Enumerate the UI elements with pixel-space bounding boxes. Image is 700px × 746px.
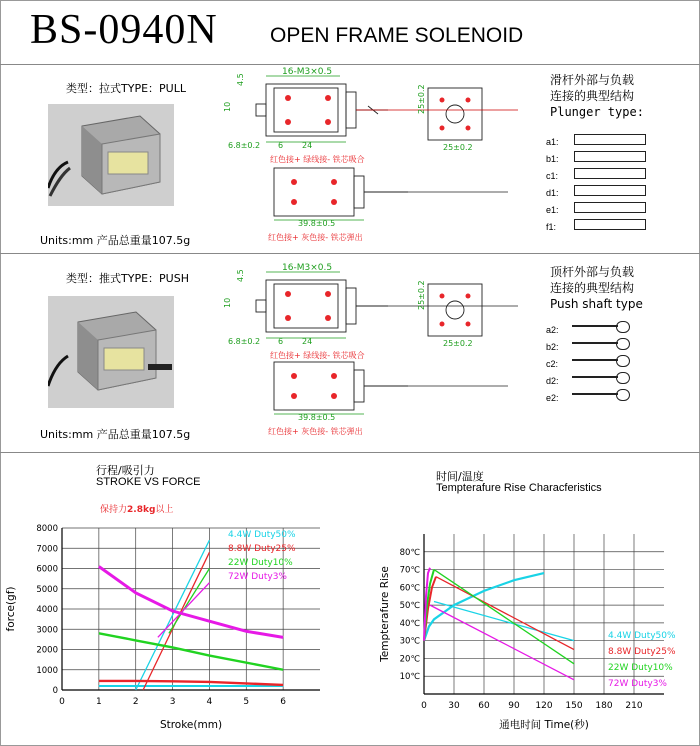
push-variant-d2: d2: (546, 371, 559, 388)
x-tick-label: 1 (95, 697, 102, 707)
legend-entry: 72W Duty3% (608, 679, 667, 689)
push-variant-c2: c2: (546, 354, 559, 371)
force-chart (0, 514, 350, 739)
pull-variant-b1: b1: (546, 149, 559, 166)
push-dim-d6: 25±0.2 (417, 280, 426, 310)
legend-entry: 8.8W Duty25% (608, 647, 676, 657)
legend-entry: 22W Duty10% (608, 663, 673, 673)
x-tick-label: 30 (448, 701, 460, 711)
legend-entry: 4.4W Duty50% (228, 530, 296, 540)
x-tick-label: 2 (132, 697, 139, 707)
y-tick-label: 30℃ (399, 636, 420, 647)
x-tick-label: 180 (595, 701, 613, 711)
push-units-label: Units:mm 产品总重量107.5g (40, 428, 191, 441)
y-tick-label: 0 (52, 686, 58, 696)
pull-dim-d2: 10 (223, 101, 232, 112)
push-dim-d7: 25±0.2 (443, 339, 473, 348)
x-tick-label: 90 (508, 701, 520, 711)
legend-entry: 8.8W Duty25% (228, 544, 296, 554)
y-tick-label: 1000 (36, 665, 58, 676)
push-dim-d4: 6 (278, 337, 284, 346)
temperature-chart (350, 500, 695, 740)
pull-variant-e1: e1: (546, 200, 559, 217)
push-dim-d5: 24 (302, 337, 313, 346)
push-photo-drawing (48, 296, 174, 408)
page-title: OPEN FRAME SOLENOID (270, 24, 524, 47)
pull-units-label: Units:mm 产品总重量107.5g (40, 234, 191, 247)
y-tick-label: 7000 (36, 544, 58, 555)
series-line-secondary (169, 569, 210, 634)
y-axis-label: force(gf) (5, 586, 17, 632)
pull-side-title-line2: 连接的典型结构 (550, 89, 635, 103)
pull-dim-d7: 25±0.2 (443, 143, 473, 152)
push-type-label: 类型：推式TYPE：PUSH (66, 272, 189, 285)
pull-product-photo (48, 104, 174, 206)
pull-variant-d1: d1: (546, 183, 559, 200)
push-dim-d1: 4.5 (236, 269, 245, 282)
pull-variant-f1: f1: (546, 217, 559, 234)
divider-push (0, 452, 700, 453)
push-wire-note-1: 红色接+ 绿线接- 铁芯吸合 (270, 351, 365, 360)
push-product-photo (48, 296, 174, 408)
pull-dim-holes: 16-M3×0.5 (282, 67, 333, 77)
force-chart-title: STROKE VS FORCE (96, 476, 201, 488)
push-dim-holes: 16-M3×0.5 (282, 263, 333, 273)
pull-variant-a1: a1: (546, 132, 559, 149)
x-tick-label: 3 (169, 697, 176, 707)
push-variant-a2: a2: (546, 320, 559, 337)
pull-dim-d8: 39.8±0.5 (298, 219, 336, 228)
pull-dim-d3: 6.8±0.2 (228, 141, 261, 150)
y-tick-label: 3000 (36, 625, 58, 636)
x-tick-label: 60 (478, 701, 490, 711)
legend-entry: 22W Duty10% (228, 558, 293, 568)
series-line (99, 681, 283, 685)
push-dim-d3: 6.8±0.2 (228, 337, 261, 346)
pull-drawing (218, 66, 518, 248)
push-dim-d8: 39.8±0.5 (298, 413, 336, 422)
x-tick-label: 120 (535, 701, 553, 711)
x-tick-label: 210 (625, 701, 643, 711)
divider-pull (0, 253, 700, 254)
push-dim-d2: 10 (223, 297, 232, 308)
y-tick-label: 40℃ (399, 618, 420, 629)
pull-dim-d5: 24 (302, 141, 313, 150)
legend-entry: 4.4W Duty50% (608, 631, 676, 641)
series-line-secondary (434, 602, 574, 641)
y-tick-label: 4000 (36, 605, 58, 615)
y-tick-label: 20℃ (399, 654, 420, 665)
push-variant-e2: e2: (546, 388, 559, 405)
x-tick-label: 0 (421, 701, 427, 711)
pull-photo-drawing (48, 104, 174, 206)
pull-dim-d4: 6 (278, 141, 284, 150)
y-tick-label: 80℃ (399, 547, 420, 558)
y-tick-label: 10℃ (399, 672, 420, 683)
push-side-title-line2: 连接的典型结构 (550, 281, 635, 295)
pull-side-title-line3: Plunger type: (550, 105, 644, 119)
pull-variant-c1: c1: (546, 166, 559, 183)
pull-side-title (550, 72, 644, 120)
force-chart-annotation: 保持力2.8kg以上 (100, 505, 174, 515)
push-wire-note-2: 红色接+ 灰色接- 铁芯弹出 (268, 427, 363, 436)
pull-wire-note-2: 红色接+ 灰色接- 铁芯弹出 (268, 233, 363, 242)
y-tick-label: 70℃ (399, 565, 420, 576)
force-chart-title-cn: 行程/吸引力 (96, 464, 155, 477)
x-tick-label: 4 (206, 697, 213, 707)
push-side-title-line3: Push shaft type (550, 297, 643, 311)
y-tick-label: 8000 (36, 524, 58, 534)
pull-dim-d6: 25±0.2 (417, 84, 426, 114)
x-tick-label: 0 (59, 697, 65, 707)
y-axis-label: Tempterafure Rise (379, 566, 391, 662)
push-drawing (218, 258, 518, 442)
x-axis-label: 通电时间 Time(秒) (499, 719, 589, 731)
push-variant-list (546, 320, 559, 405)
y-tick-label: 50℃ (399, 601, 420, 612)
series-line-secondary (430, 605, 574, 680)
y-tick-label: 6000 (36, 564, 58, 575)
x-tick-label: 6 (280, 697, 287, 707)
push-variant-b2: b2: (546, 337, 559, 354)
x-axis-label: Stroke(mm) (159, 719, 223, 731)
pull-variant-list (546, 132, 559, 234)
push-side-title-line1: 顶杆外部与负载 (550, 265, 635, 279)
temp-chart-title-cn: 时间/温度 (436, 470, 484, 483)
pull-type-label: 类型：拉式TYPE：PULL (66, 82, 186, 95)
series-line (99, 633, 283, 669)
model-number: BS-0940N (30, 7, 218, 53)
pull-dim-d1: 4.5 (236, 73, 245, 86)
temp-chart-title: Tempterafure Rise Characferistics (436, 482, 602, 494)
x-tick-label: 150 (565, 701, 583, 711)
y-tick-label: 60℃ (399, 583, 420, 594)
push-side-title (550, 264, 643, 312)
divider-header (0, 64, 700, 65)
y-tick-label: 2000 (36, 645, 58, 656)
pull-wire-note-1: 红色接+ 绿线接- 铁芯吸合 (270, 155, 365, 164)
y-tick-label: 5000 (36, 584, 58, 595)
legend-entry: 72W Duty3% (228, 572, 287, 582)
x-tick-label: 5 (243, 697, 250, 707)
pull-side-title-line1: 滑杆外部与负载 (550, 73, 635, 87)
